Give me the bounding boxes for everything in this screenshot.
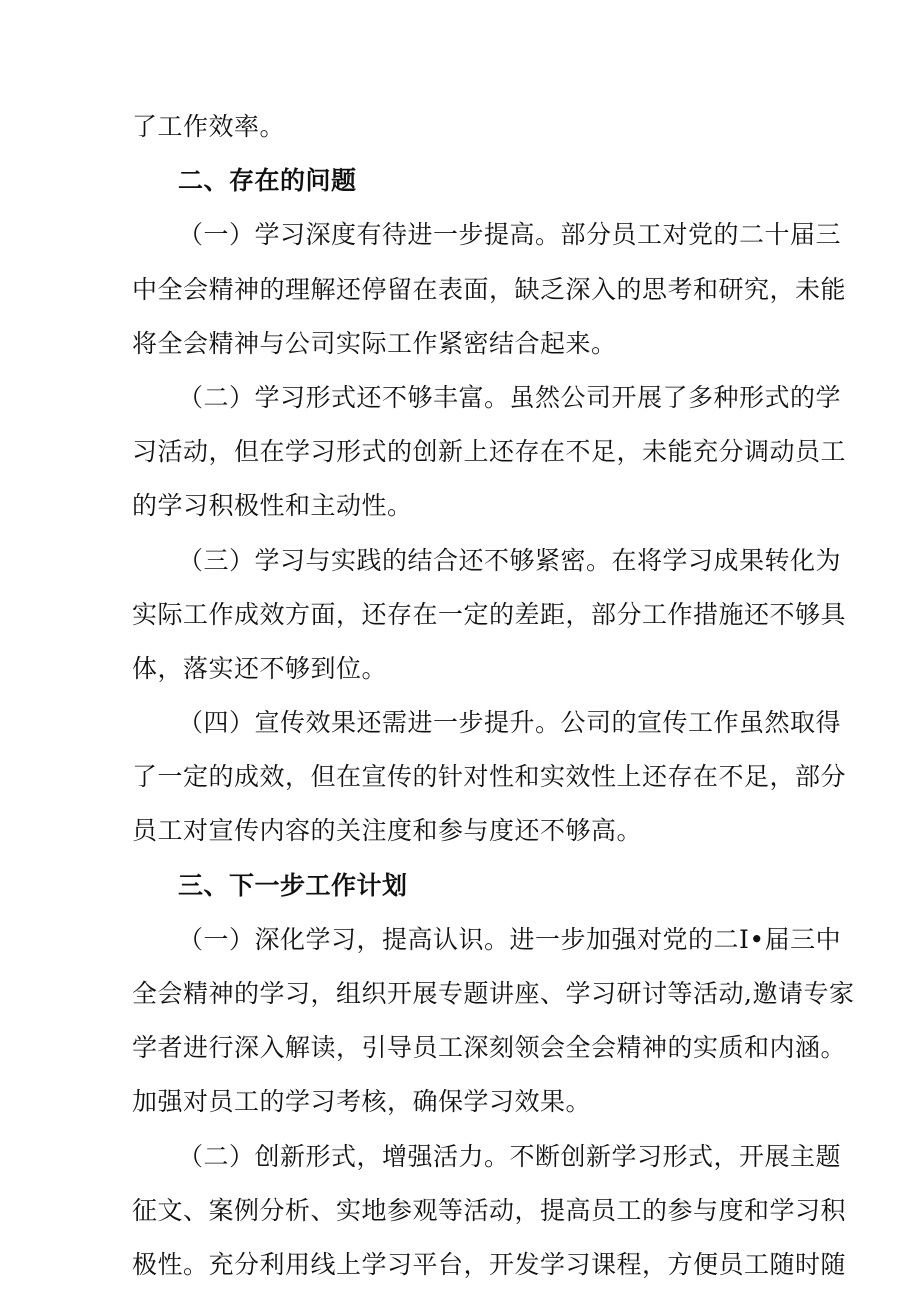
text-line: 的学习积极性和主动性。: [132, 491, 413, 521]
text-line: 体，落实还不够到位。: [132, 653, 388, 683]
text-line: （一）深化学习，提高认识。进一步加强对党的二I•届三中: [178, 924, 842, 954]
section-heading: 三、下一步工作计划: [178, 870, 408, 900]
document-page: [132, 100, 855, 1292]
text-line: 将全会精神与公司实际工作紧密结合起来。: [132, 328, 617, 358]
text-line: 实际工作成效方面，还存在一定的差距，部分工作措施还不够具: [132, 599, 847, 629]
text-line: （一）学习深度有待进一步提高。部分员工对党的二十届三: [178, 220, 842, 250]
text-line: （二）创新形式，增强活力。不断创新学习形式，开展主题: [178, 1141, 842, 1171]
text-line: 极性。充分利用线上学习平台，开发学习课程，方便员工随时随: [132, 1249, 847, 1279]
text-line: 了工作效率。: [132, 112, 286, 141]
text-line: 学者进行深入解读，引导员工深刻领会全会精神的实质和内涵。: [132, 1033, 847, 1063]
text-line: 了一定的成效，但在宣传的针对性和实效性上还存在不足，部分: [132, 762, 847, 792]
text-line: 中全会精神的理解还停留在表面，缺乏深入的思考和研究，未能: [132, 274, 847, 304]
text-line: （二）学习形式还不够丰富。虽然公司开展了多种形式的学: [178, 382, 842, 412]
text-line: 员工对宣传内容的关注度和参与度还不够高。: [132, 816, 643, 846]
text-line: （四）宣传效果还需进一步提升。公司的宣传工作虽然取得: [178, 708, 842, 738]
text-line: （三）学习与实践的结合还不够紧密。在将学习成果转化为: [178, 545, 842, 575]
text-line: 全会精神的学习，组织开展专题讲座、学习研讨等活动,邀请专家: [132, 979, 855, 1008]
text-line: 征文、案例分析、实地参观等活动，提高员工的参与度和学习积: [132, 1195, 847, 1225]
section-heading: 二、存在的问题: [178, 166, 357, 196]
text-line: 加强对员工的学习考核，确保学习效果。: [132, 1087, 592, 1117]
text-line: 习活动，但在学习形式的创新上还存在不足，未能充分调动员工: [132, 437, 847, 467]
